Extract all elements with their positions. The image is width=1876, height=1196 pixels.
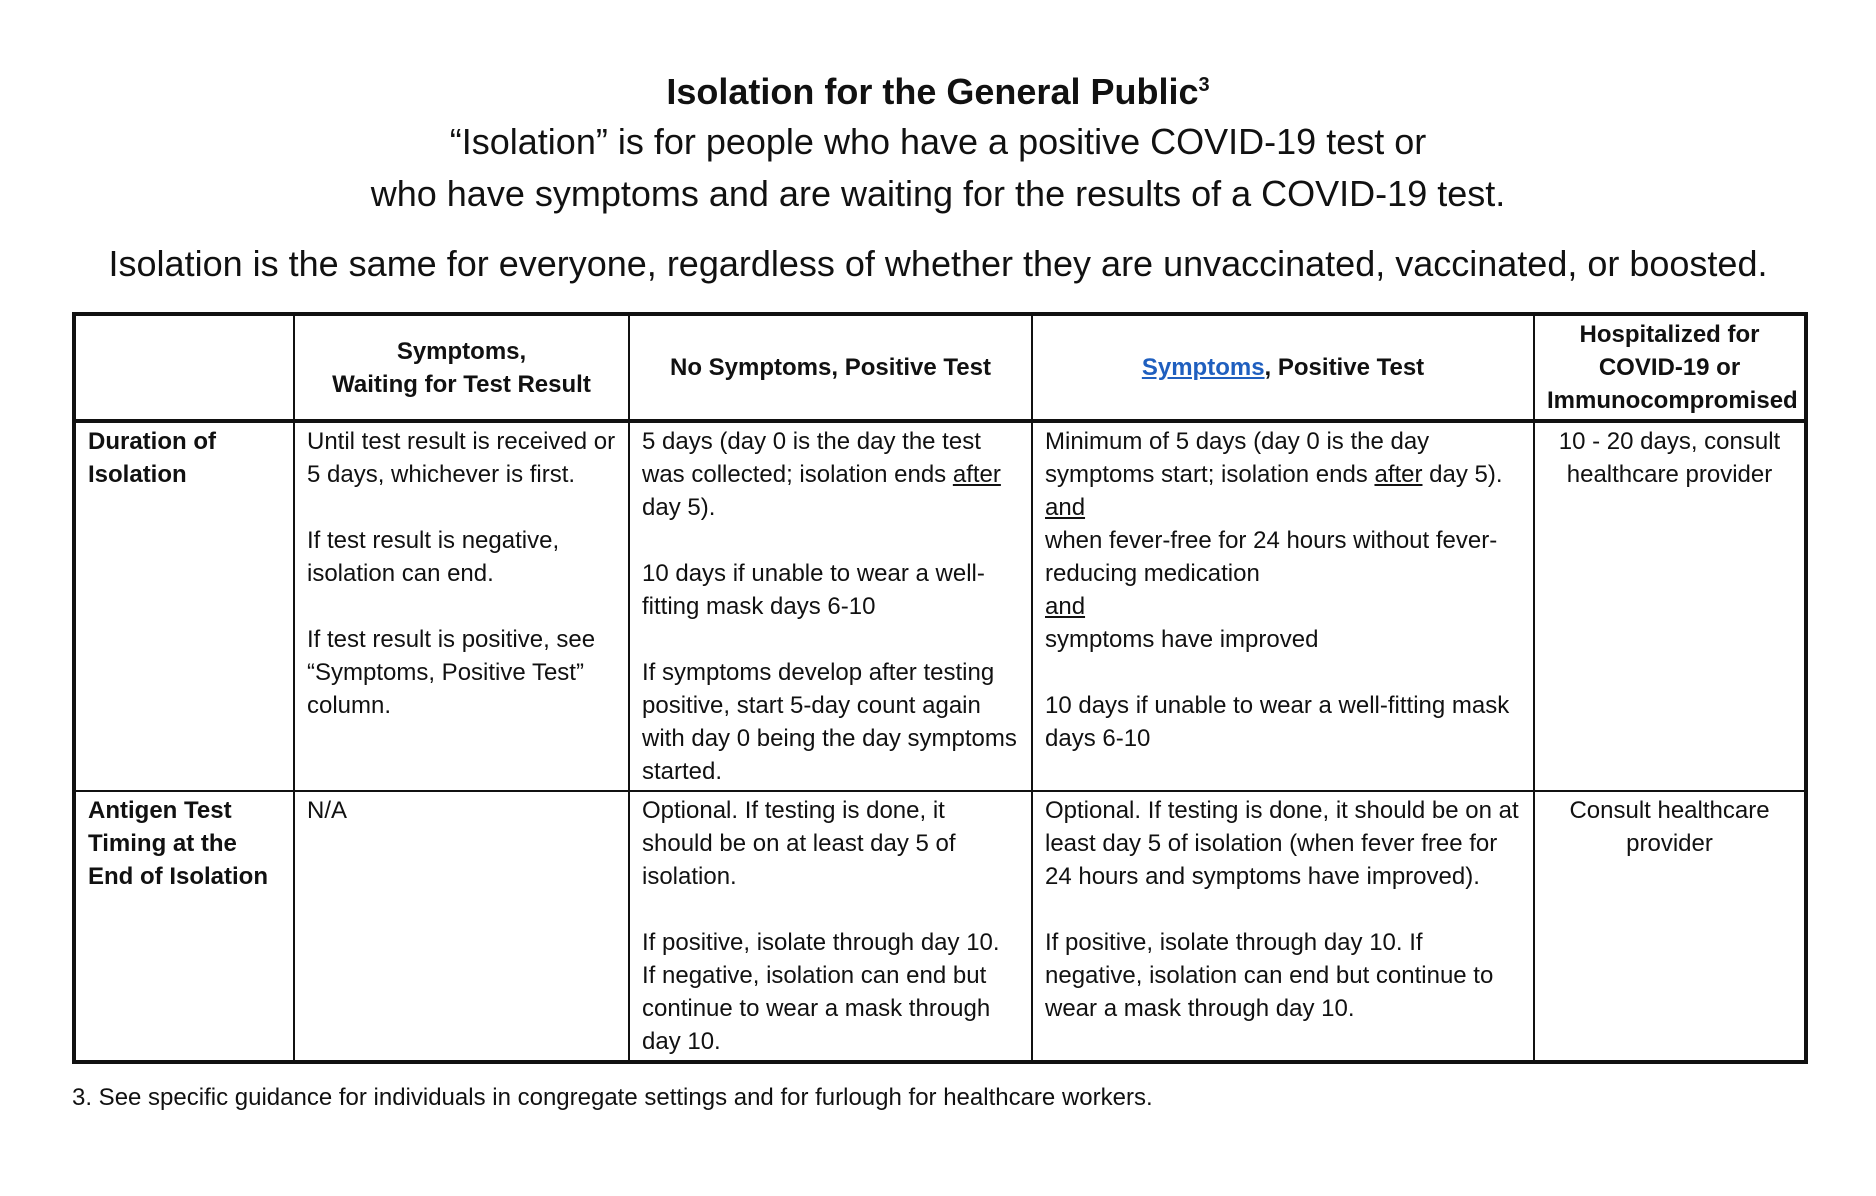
subtitle-line-1: “Isolation” is for people who have a positive COVID-19 test or — [449, 121, 1427, 162]
header-no-symptoms-positive: No Symptoms, Positive Test — [629, 314, 1032, 421]
header-text: Hospitalized for — [1579, 321, 1760, 348]
cell-paragraph: If positive, isolate through day 10. If negative, isolation can end but continue to wear a mask through day 10. — [642, 929, 1000, 1055]
cell-paragraph: Until test result is received or 5 days, whichever is first. — [307, 428, 616, 488]
header-text: , Positive Test — [1264, 354, 1425, 381]
cell-duration-hospitalized: 10 - 20 days, consult healthcare provider — [1534, 421, 1806, 791]
cell-duration-no-symptoms — [629, 421, 1032, 791]
header-text: Immunocompromised — [1547, 387, 1798, 414]
cell-paragraph: 10 days if unable to wear a well-fitting mask days 6-10 — [1045, 692, 1510, 752]
row-label-text: Isolation — [88, 461, 187, 488]
header-symptoms-waiting — [294, 314, 629, 421]
cell-paragraph: If test result is positive, see “Symptoms, Positive Test” column. — [307, 626, 596, 719]
row-label-text: End of Isolation — [88, 863, 268, 890]
page-title — [0, 70, 1876, 114]
cell-paragraph: 5 days (day 0 is the day the test was collected; isolation ends after day 5). — [642, 428, 1001, 521]
title-footnote-mark: 3 — [1198, 74, 1210, 96]
header-text: Symptoms, — [396, 337, 527, 365]
cell-antigen-no-symptoms — [629, 791, 1032, 1062]
and-connector: and — [1045, 494, 1086, 521]
cell-duration-symptoms — [1032, 421, 1534, 791]
cell-paragraph: If positive, isolate through day 10. If negative, isolation can end but continue to wear a mask through day 10. — [1045, 929, 1494, 1022]
cell-antigen-waiting: N/A — [294, 791, 629, 1062]
symptoms-link[interactable]: Symptoms — [1141, 354, 1265, 381]
cell-paragraph: Optional. If testing is done, it should be on at least day 5 of isolation. — [642, 797, 956, 890]
cell-paragraph: when fever-free for 24 hours without fever-reducing medication — [1045, 527, 1498, 587]
table-row-antigen — [74, 791, 1806, 1062]
table-row-duration — [74, 421, 1806, 791]
cell-paragraph: Minimum of 5 days (day 0 is the day symptoms start; isolation ends after day 5). — [1045, 428, 1503, 488]
and-connector: and — [1045, 593, 1086, 620]
header-text: COVID-19 or — [1598, 354, 1741, 381]
isolation-note: Isolation is the same for everyone, regardless of whether they are unvaccinated, vaccinated, or boosted. — [108, 243, 1768, 284]
footnote: 3. See specific guidance for individuals in congregate settings and for furlough for healthcare workers. — [72, 1084, 1153, 1111]
title-text: Isolation for the General Public — [666, 71, 1199, 112]
cell-paragraph: 10 days if unable to wear a well-fitting mask days 6-10 — [642, 560, 985, 620]
row-label-text: Duration of — [88, 428, 216, 455]
cell-paragraph: If symptoms develop after testing positive, start 5-day count again with day 0 being the day symptoms started. — [642, 659, 1017, 785]
row-label-text: Antigen Test — [88, 797, 232, 824]
row-label-duration — [74, 421, 294, 791]
cell-paragraph: Optional. If testing is done, it should be on at least day 5 of isolation (when fever free for 24 hours and symptoms have improved). — [1045, 797, 1519, 890]
cell-antigen-symptoms — [1032, 791, 1534, 1062]
header-symptoms-positive — [1032, 314, 1534, 421]
cell-duration-waiting — [294, 421, 629, 791]
isolation-table — [72, 312, 1808, 1064]
subtitle-line-2: who have symptoms and are waiting for the results of a COVID-19 test. — [370, 173, 1506, 214]
row-label-antigen — [74, 791, 294, 1062]
cell-antigen-hospitalized: Consult healthcare provider — [1534, 791, 1806, 1062]
header-text: Waiting for Test Result — [332, 370, 591, 398]
header-hospitalized — [1534, 314, 1806, 421]
row-label-text: Timing at the — [88, 830, 237, 857]
cell-paragraph: symptoms have improved — [1045, 626, 1319, 653]
table-header-row — [74, 314, 1806, 421]
header-empty-cell — [74, 314, 294, 421]
cell-paragraph: If test result is negative, isolation can end. — [307, 527, 560, 587]
